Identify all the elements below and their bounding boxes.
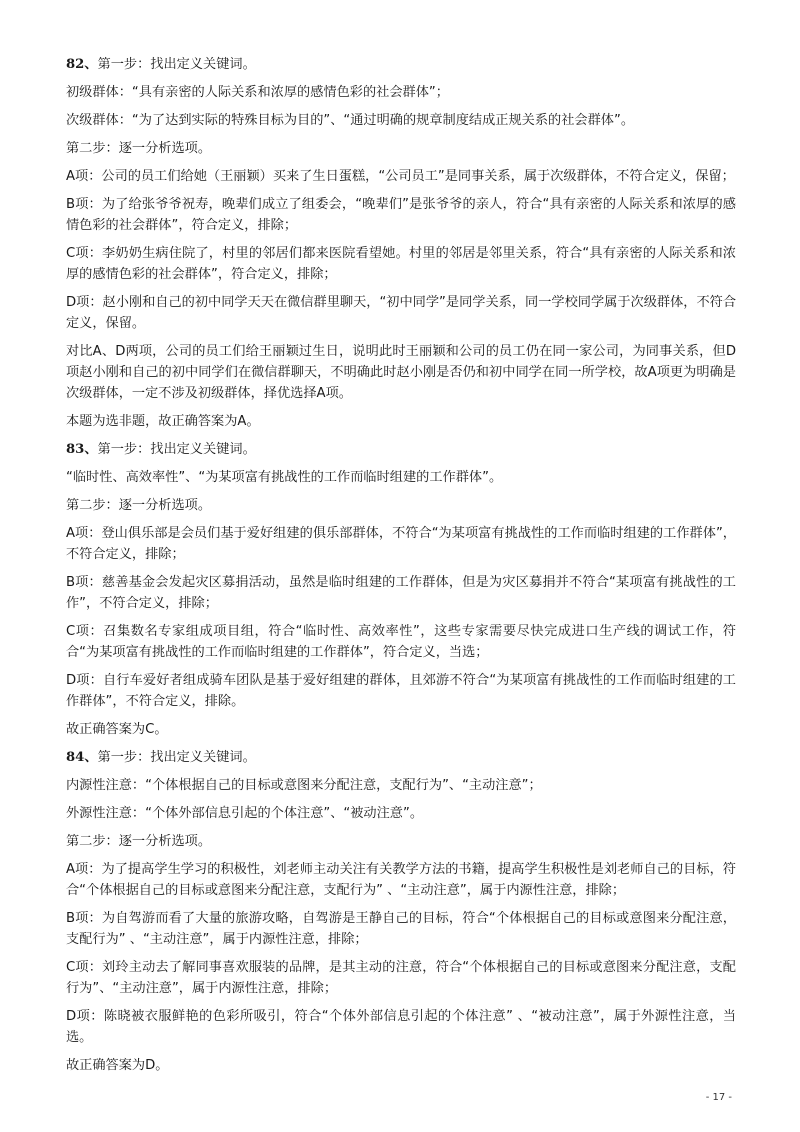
q83-step1: 83、第一步：找出定义关键词。: [66, 442, 256, 457]
q82-option-c: C项：李奶奶生病住院了，村里的邻居们都来医院看望她。村里的邻居是邻里关系，符合“具有亲密的人际关系和浓厚的感情色彩的社会群体”，符合定义，排除；: [66, 246, 736, 282]
q84-definition-2: 外源性注意：“个体外部信息引起的个体注意”、“被动注意”。: [66, 806, 424, 821]
q84-option-d: D项：陈晓被衣服鲜艳的色彩所吸引，符合“个体外部信息引起的个体注意” 、“被动注意”，属于外源性注意，当选。: [66, 1009, 736, 1045]
q83-option-d: D项：自行车爱好者组成骑车团队是基于爱好组建的群体，且郊游不符合“为某项富有挑战性的工作而临时组建的工作群体”，不符合定义，排除。: [66, 673, 736, 709]
q84-step1: 84、第一步：找出定义关键词。: [66, 750, 256, 765]
q82-option-a: A项：公司的员工们给她（王丽颖）买来了生日蛋糕，“公司员工”是同事关系，属于次级群体，不符合定义，保留；: [66, 169, 735, 184]
q83-option-c: C项：召集数名专家组成项目组，符合“临时性、高效率性”，这些专家需要尽快完成进口生产线的调试工作，符合“为某项富有挑战性的工作而临时组建的工作群体”，符合定义，当选；: [66, 624, 736, 660]
q82-step1: 82、第一步：找出定义关键词。: [66, 57, 256, 72]
q84-option-c: C项：刘玲主动去了解同事喜欢服装的品牌，是其主动的注意，符合“个体根据自己的目标或意图来分配注意，支配行为”、“主动注意”，属于内源性注意，排除；: [66, 960, 736, 996]
q83-definition-1: “临时性、高效率性”、“为某项富有挑战性的工作而临时组建的工作群体”。: [66, 470, 503, 485]
q82-step2: 第二步：逐一分析选项。: [66, 141, 212, 156]
q84-step2: 第二步：逐一分析选项。: [66, 834, 212, 849]
q82-comparison: 对比A、D两项，公司的员工们给王丽颖过生日，说明此时王丽颖和公司的员工仍在同一家公司，为同事关系，但D项赵小刚和自己的初中同学们在微信群聊天，不明确此时赵小刚是否仍和初中同学在同一所学校，故A项更为明确是次级群体，一定不涉及初级群体，择优选择A项。: [66, 344, 736, 401]
question-number: 84、: [66, 750, 98, 765]
question-number: 83、: [66, 442, 98, 457]
q83-step2: 第二步：逐一分析选项。: [66, 498, 212, 513]
q82-definition-2: 次级群体：“为了达到实际的特殊目标为目的”、“通过明确的规章制度结成正规关系的社会群体”。: [66, 113, 635, 128]
q84-definition-1: 内源性注意：“个体根据自己的目标或意图来分配注意，支配行为”、“主动注意”；: [66, 778, 542, 793]
q83-answer: 故正确答案为C。: [66, 722, 168, 737]
q84-option-a: A项：为了提高学生学习的积极性，刘老师主动关注有关教学方法的书籍，提高学生积极性是刘老师自己的目标，符合“个体根据自己的目标或意图来分配注意，支配行为” 、“主动注意”，属于内源性注意，排除；: [66, 862, 736, 898]
document-body: [66, 54, 736, 1083]
page-number: - 17 -: [705, 1092, 732, 1103]
q83-option-a: A项：登山俱乐部是会员们基于爱好组建的俱乐部群体，不符合“为某项富有挑战性的工作而临时组建的工作群体”，不符合定义，排除；: [66, 526, 736, 562]
q83-option-b: B项：慈善基金会发起灾区募捐活动，虽然是临时组建的工作群体，但是为灾区募捐并不符合“某项富有挑战性的工作”，不符合定义，排除；: [66, 575, 736, 611]
question-number: 82、: [66, 57, 98, 72]
q82-answer: 本题为选非题，故正确答案为A。: [66, 414, 260, 429]
q84-answer: 故正确答案为D。: [66, 1058, 169, 1073]
q84-option-b: B项：为自驾游而看了大量的旅游攻略，自驾游是王静自己的目标，符合“个体根据自己的目标或意图来分配注意，支配行为” 、“主动注意”，属于内源性注意，排除；: [66, 911, 736, 947]
q82-option-d: D项：赵小刚和自己的初中同学天天在微信群里聊天，“初中同学”是同学关系，同一学校同学属于次级群体，不符合定义，保留。: [66, 295, 737, 331]
q82-definition-1: 初级群体：“具有亲密的人际关系和浓厚的感情色彩的社会群体”；: [66, 85, 449, 100]
q82-option-b: B项：为了给张爷爷祝寿，晚辈们成立了组委会，“晚辈们”是张爷爷的亲人，符合“具有亲密的人际关系和浓厚的感情色彩的社会群体”，符合定义，排除；: [66, 197, 736, 233]
